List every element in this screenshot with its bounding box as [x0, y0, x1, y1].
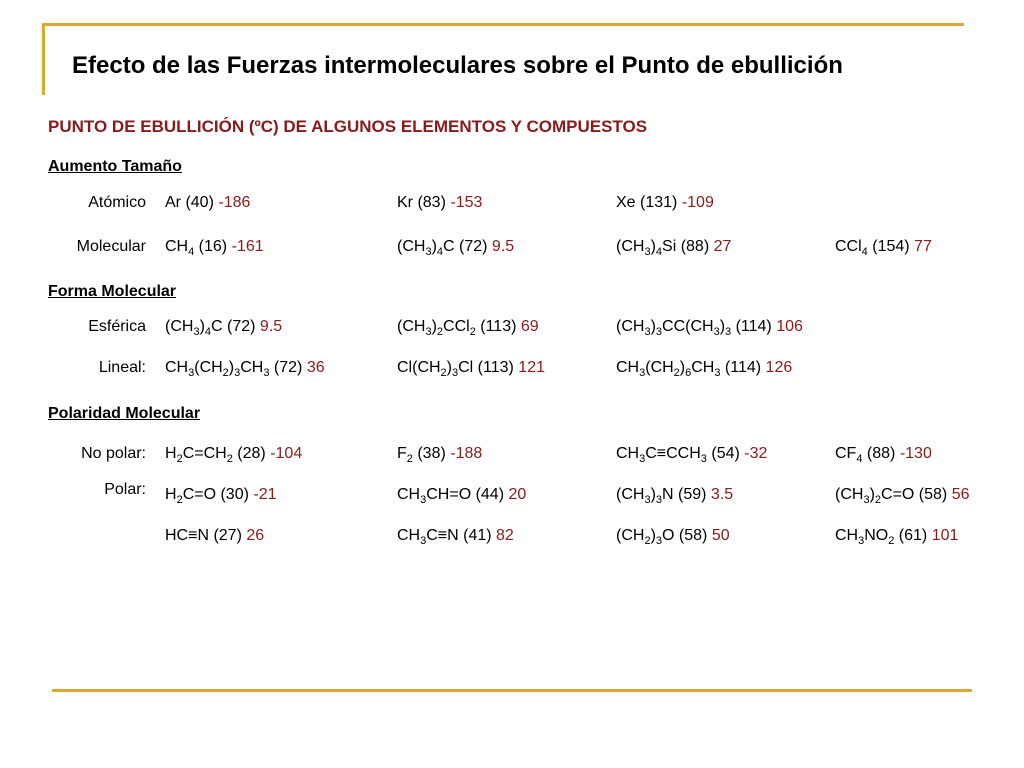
value: 3.5 — [710, 486, 734, 503]
cell-spherical-3: $(CH_3)_3CC(CH_3)_3$ (114) 106 — [616, 318, 803, 338]
cell-polar-3: $(CH_3)_3N$ (59) 3.5 — [616, 486, 734, 506]
cell-polar-8: $CH_3NO_2$ (61) 101 — [835, 527, 959, 547]
cell-nonpolar-4: $CF_4$ (88) -130 — [835, 445, 932, 465]
value: 126 — [765, 359, 793, 376]
cell-atomic-3: Xe (131) -109 — [616, 194, 714, 211]
value: 82 — [496, 527, 514, 544]
value: -21 — [253, 486, 277, 503]
row-label-linear: Lineal: — [98, 359, 146, 376]
row-label-molecular: Molecular — [76, 238, 146, 255]
row-label-polar: Polar: — [104, 481, 146, 498]
section-polarity-title: Polaridad Molecular — [48, 405, 201, 422]
value: -104 — [270, 445, 303, 462]
value: 121 — [518, 359, 545, 376]
value: 77 — [914, 238, 932, 255]
cell-molecular-1: $CH_4$ (16) -161 — [165, 238, 264, 258]
slide-title: Efecto de las Fuerzas intermoleculares sobre el Punto de ebullición — [72, 52, 843, 79]
cell-polar-5: HC≡N (27) 26 — [165, 527, 265, 544]
cell-polar-4: $(CH_3)_2C=O$ (58) 56 — [835, 486, 970, 506]
value: 20 — [508, 486, 527, 503]
cell-polar-1: $H_2C=O$ (30) -21 — [165, 486, 277, 506]
cell-nonpolar-1: $H_2C=CH_2$ (28) -104 — [165, 445, 303, 465]
cell-linear-1: $CH_3(CH_2)_3CH_3$ (72) 36 — [165, 359, 325, 379]
cell-polar-7: $(CH_2)_3O$ (58) 50 — [616, 527, 730, 547]
section-size-title: Aumento Tamaño — [48, 158, 182, 175]
top-accent-line — [42, 23, 964, 26]
cell-linear-2: $Cl(CH_2)_3Cl$ (113) 121 — [397, 359, 545, 379]
value: -153 — [450, 194, 483, 211]
value: 106 — [776, 318, 803, 335]
cell-nonpolar-2: $F_2$ (38) -188 — [397, 445, 483, 465]
value: 36 — [306, 359, 325, 376]
table-heading: PUNTO DE EBULLICIÓN (ºC) DE ALGUNOS ELEMENTOS Y COMPUESTOS — [48, 117, 648, 136]
value: 56 — [951, 486, 970, 503]
value: -32 — [744, 445, 768, 462]
cell-molecular-4: CCl$_4$ (154) 77 — [835, 238, 932, 258]
row-label-nonpolar: No polar: — [81, 445, 146, 462]
left-accent-line — [42, 23, 45, 95]
cell-atomic-2: Kr (83) -153 — [397, 194, 483, 211]
value: 69 — [520, 318, 539, 335]
value: 9.5 — [259, 318, 283, 335]
cell-molecular-3: $(CH_3)_4Si$ (88) 27 — [616, 238, 732, 258]
bottom-accent-line — [52, 689, 972, 692]
value: 50 — [711, 527, 730, 544]
value: -130 — [899, 445, 932, 462]
cell-spherical-1: $(CH_3)_4C$ (72) 9.5 — [165, 318, 283, 338]
value: -188 — [450, 445, 483, 462]
cell-atomic-1: Ar (40) -186 — [165, 194, 251, 211]
value: 26 — [246, 527, 265, 544]
value: 9.5 — [491, 238, 515, 255]
value: 101 — [931, 527, 959, 544]
cell-linear-3: $CH_3(CH_2)_6CH_3$ (114) 126 — [616, 359, 793, 379]
cell-molecular-2: $(CH_3)_4C$ (72) 9.5 — [397, 238, 515, 258]
row-label-atomic: Atómico — [88, 194, 146, 211]
value: -186 — [218, 194, 251, 211]
value: 27 — [713, 238, 732, 255]
cell-nonpolar-3: $CH_3C\equiv CCH_3$ (54) -32 — [616, 445, 768, 465]
cell-spherical-2: $(CH_3)_2CCl_2$ (113) 69 — [397, 318, 539, 338]
row-label-spherical: Esférica — [88, 318, 146, 335]
cell-polar-2: $CH_3CH=O$ (44) 20 — [397, 486, 527, 506]
value: -161 — [231, 238, 264, 255]
cell-polar-6: $CH_3C\equiv N$ (41) 82 — [397, 527, 514, 547]
section-shape-title: Forma Molecular — [48, 283, 177, 300]
value: -109 — [681, 194, 714, 211]
